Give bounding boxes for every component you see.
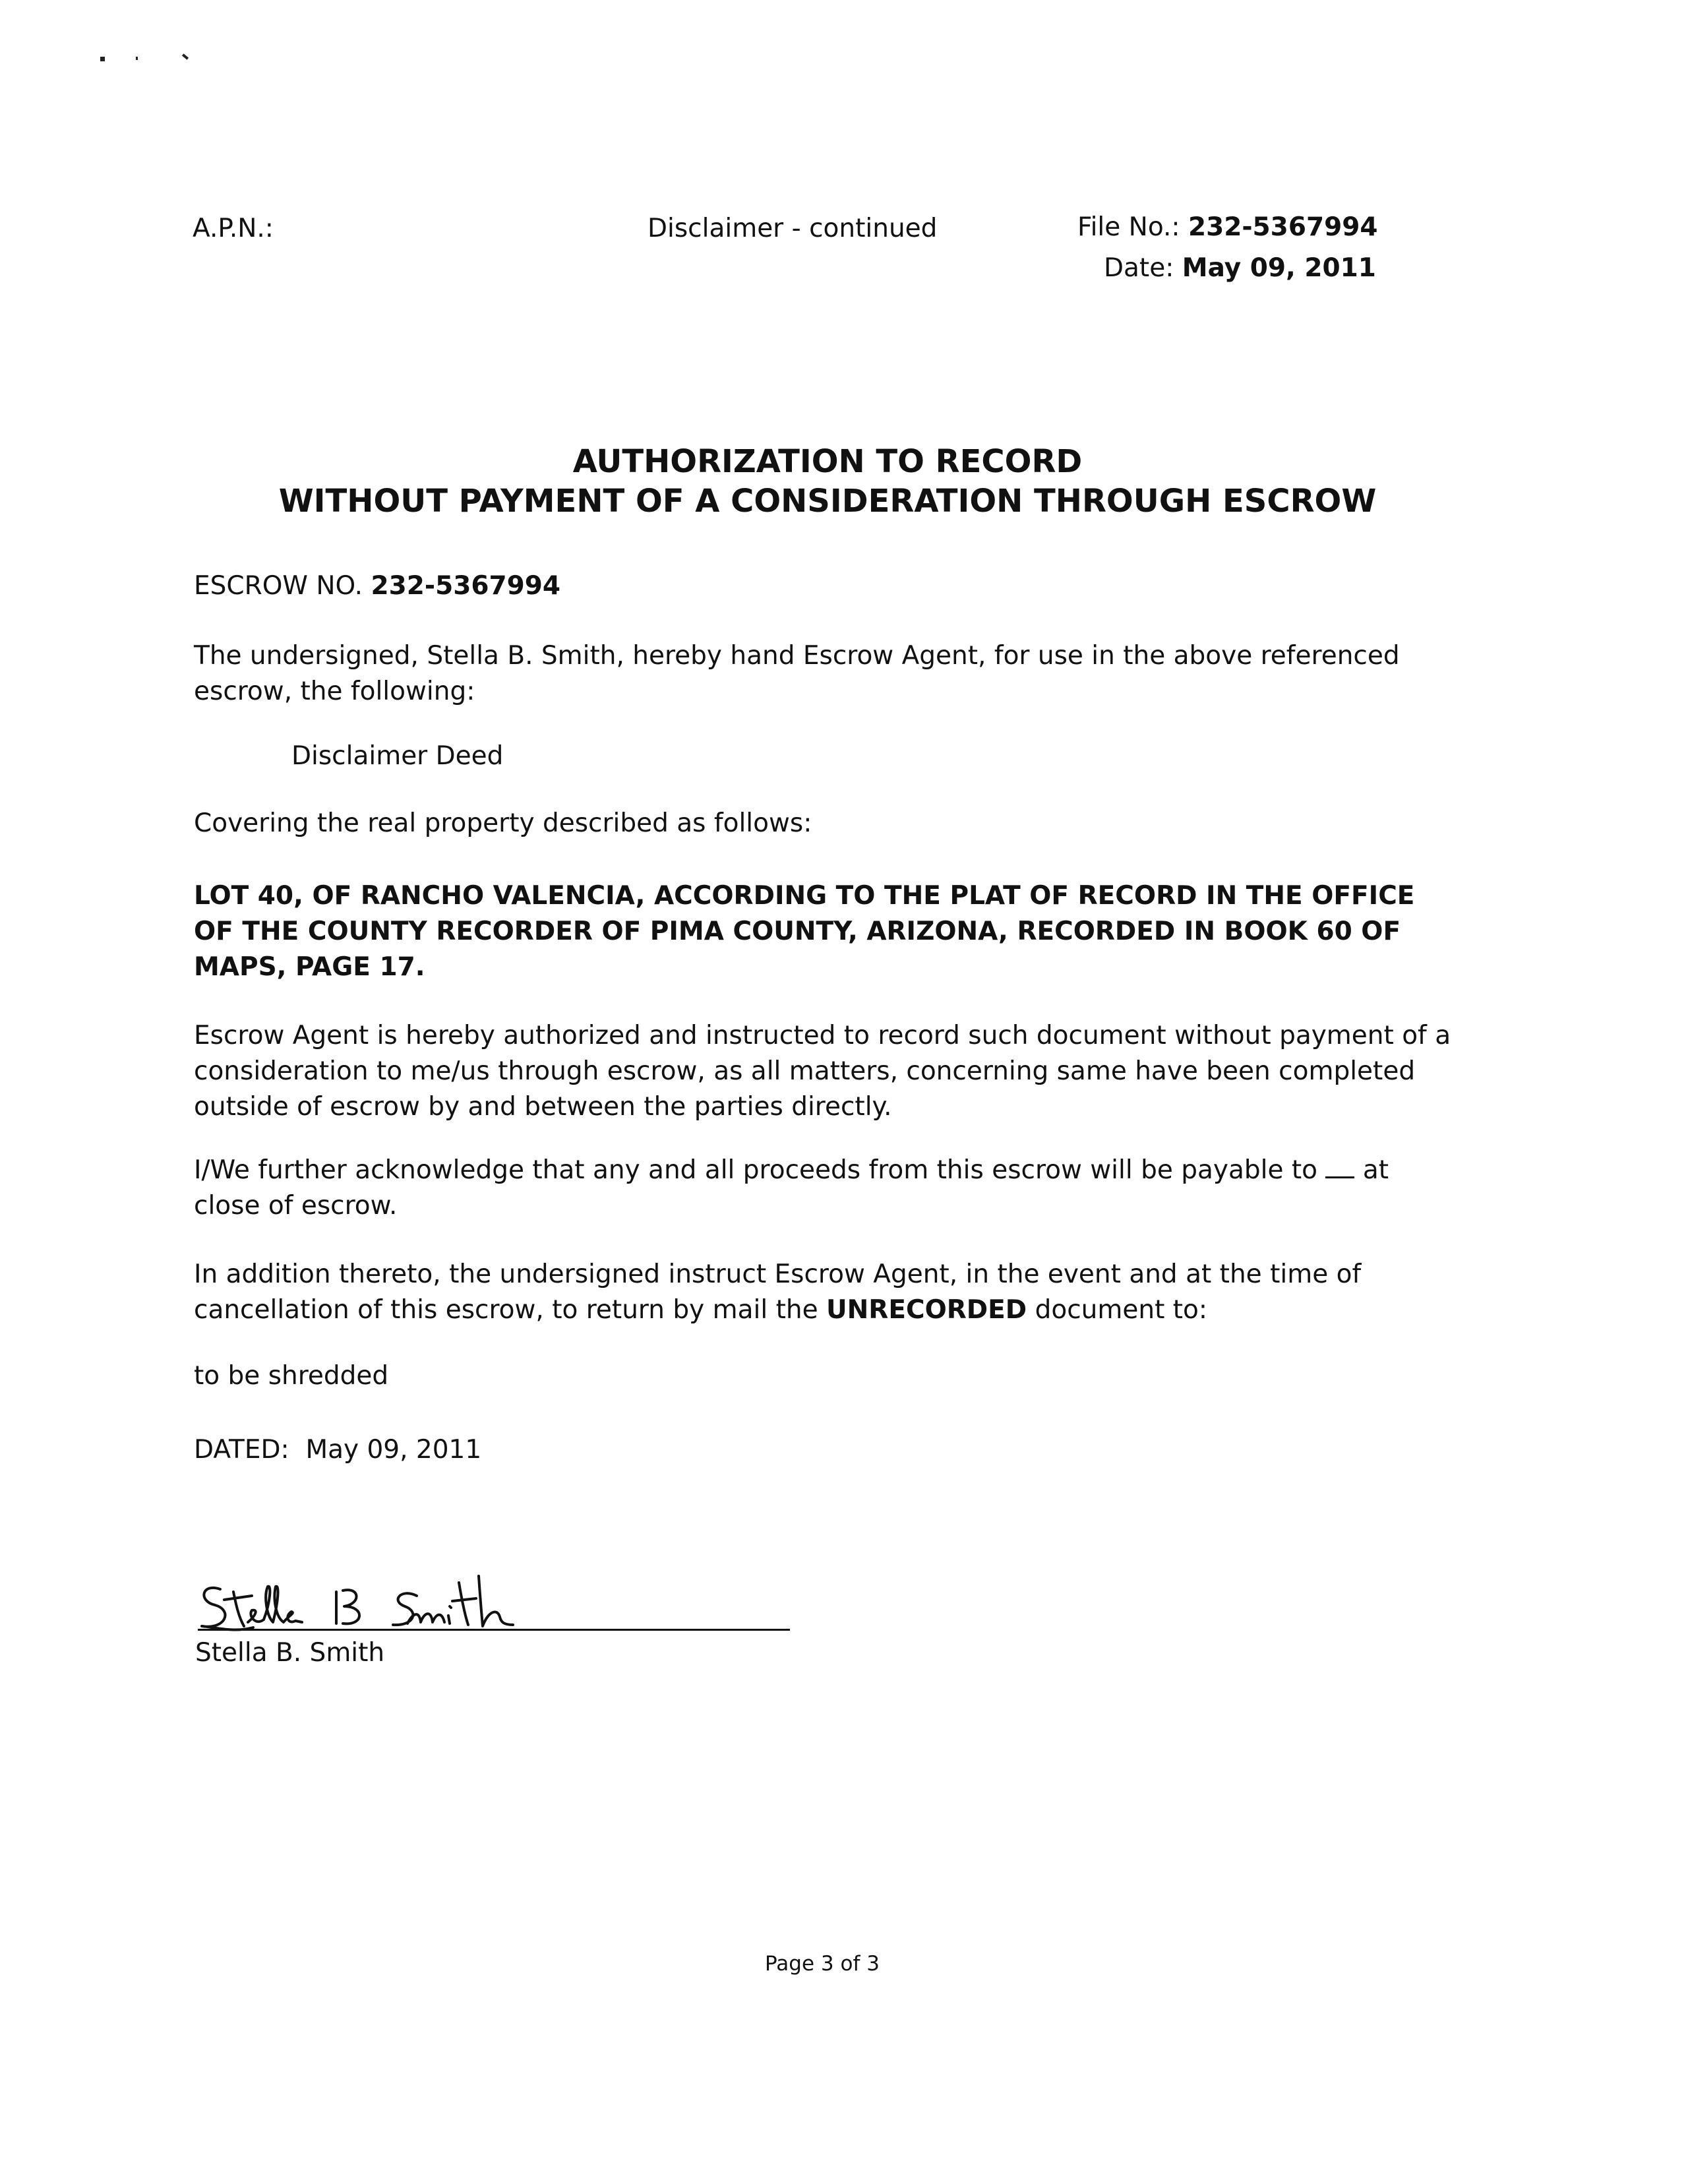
escrow-number-value: 232-5367994 — [371, 571, 561, 601]
unrecorded-emphasis: UNRECORDED — [826, 1295, 1027, 1325]
covering-text: Covering the real property described as follows: — [194, 808, 812, 838]
proceeds-text: I/We further acknowledge that any and all proceeds from this escrow will be payable to — [194, 1155, 1318, 1185]
authorization-paragraph: Escrow Agent is hereby authorized and instructed to record such document without payment of a consideration to me/us through escrow, as all matters, concerning same have been completed outside of escrow by and between the parties directly. — [194, 1021, 1451, 1122]
dated-label: DATED: — [194, 1435, 289, 1465]
file-number — [1077, 210, 1378, 245]
escrow-number — [194, 568, 560, 604]
cancellation-text: In addition thereto, the undersigned instruct Escrow Agent, in the event and at the time of cancellation of this escrow, to return by mail the — [194, 1259, 1362, 1325]
page-number: 3 — [820, 1952, 834, 1976]
header-date — [1104, 251, 1376, 286]
apn-label: A.P.N.: — [193, 214, 274, 243]
signature-line — [198, 1629, 790, 1631]
page-label: Page — [765, 1952, 815, 1976]
page-total: 3 — [866, 1952, 880, 1976]
file-number-value: 232-5367994 — [1188, 212, 1378, 242]
file-number-label: File No.: — [1077, 212, 1180, 242]
intro-paragraph: The undersigned, Stella B. Smith, hereby hand Escrow Agent, for use in the above referenced escrow, the following: — [194, 641, 1400, 706]
return-to: to be shredded — [194, 1361, 389, 1391]
payee-blank — [1325, 1157, 1354, 1178]
header-date-label: Date: — [1104, 253, 1174, 283]
header-date-value: May 09, 2011 — [1182, 253, 1376, 283]
page-of-label: of — [840, 1952, 860, 1976]
dated-line — [194, 1432, 481, 1468]
proceeds-paragraph — [194, 1153, 1447, 1224]
dated-value: May 09, 2011 — [305, 1435, 482, 1465]
title-line-1: AUTHORIZATION TO RECORD — [572, 443, 1083, 480]
proceeds-text-end: at close of escrow. — [194, 1155, 1389, 1221]
signer-printed-name: Stella B. Smith — [195, 1638, 385, 1668]
cancellation-paragraph — [194, 1257, 1506, 1328]
legal-description: LOT 40, OF RANCHO VALENCIA, ACCORDING TO THE PLAT OF RECORD IN THE OFFICE OF THE COUNTY RECORDER OF PIMA COUNTY, ARIZONA, RECORDED IN BOOK 60 OF MAPS, PAGE 17. — [194, 881, 1415, 982]
title-line-2: WITHOUT PAYMENT OF A CONSIDERATION THROUGH ESCROW — [278, 483, 1377, 520]
document-type: Disclaimer Deed — [291, 741, 504, 771]
cancellation-text-end: document to: — [1035, 1295, 1208, 1325]
scan-artifact-dash — [182, 53, 189, 59]
handwritten-signature — [195, 1569, 564, 1642]
page-footer — [765, 1951, 880, 1977]
escrow-number-label: ESCROW NO. — [194, 571, 363, 601]
page-title — [0, 442, 1688, 521]
scan-artifact-dot — [136, 57, 138, 60]
scan-artifact-dot — [100, 57, 105, 61]
header-center-label: Disclaimer - continued — [648, 214, 938, 243]
